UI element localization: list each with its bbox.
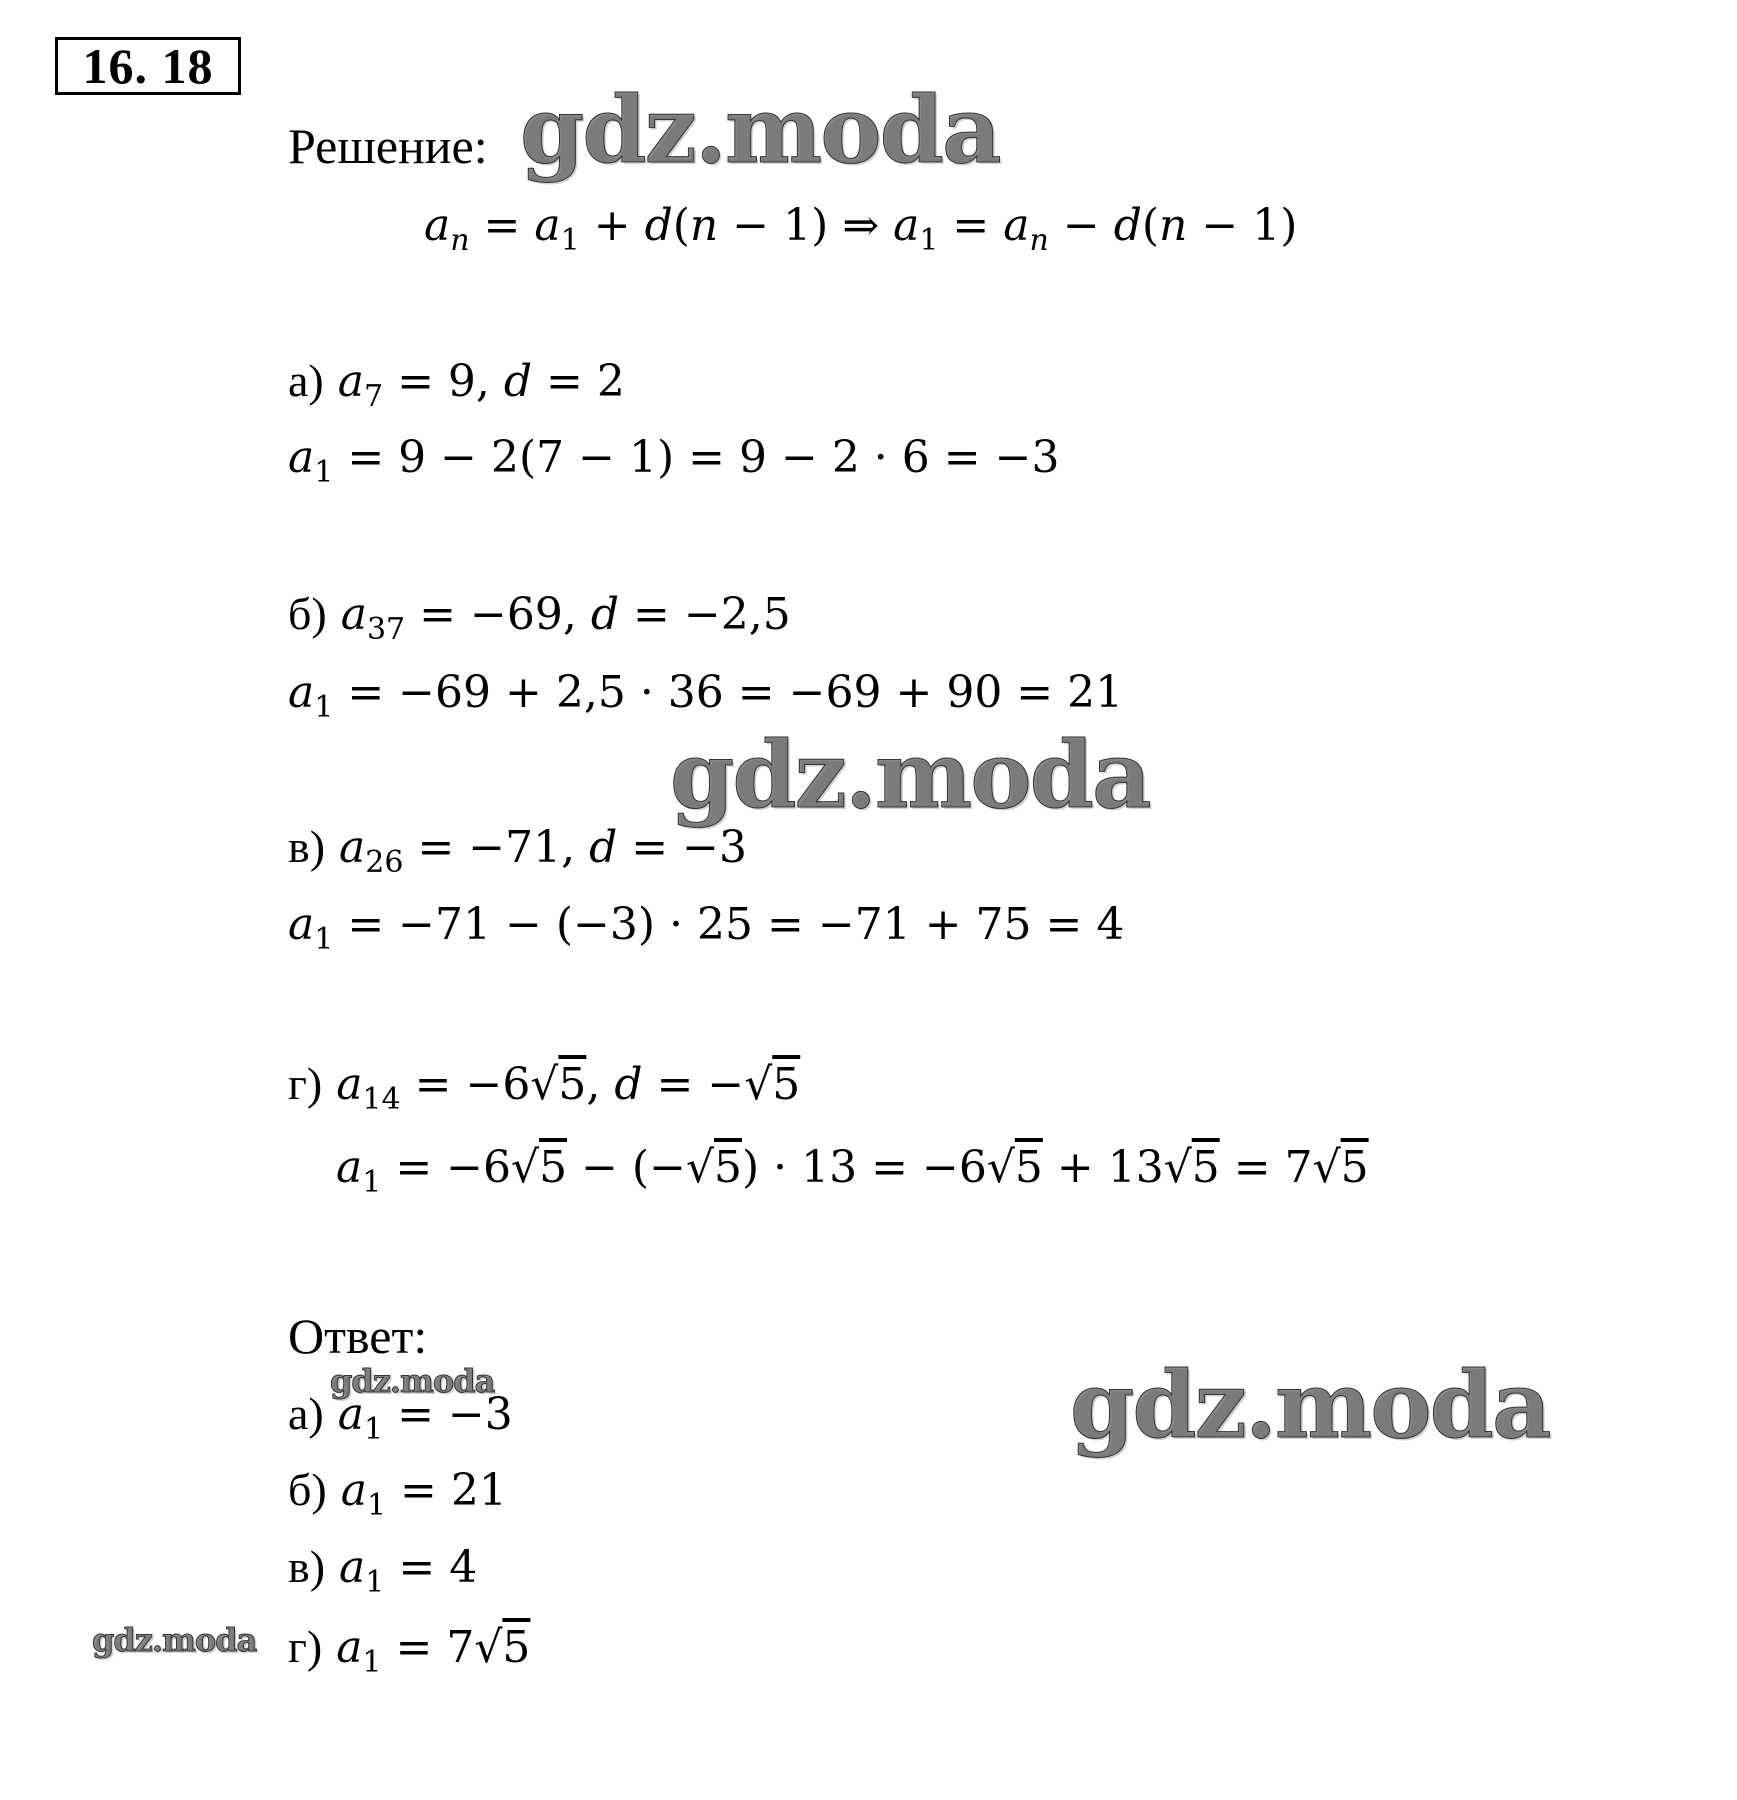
problem-number: 16. 18	[55, 37, 241, 95]
part-b-given: б) $a_{37} = -69$, d = −2,5	[288, 588, 791, 647]
part-b-calc: $a_1 = -69 + 2,5 \cdot 36 = -69 + 90 = 21$	[288, 667, 1124, 725]
part-d-calc: $a_1 = -6√5 - (-√5) \cdot 13 = -6√5 + 13√5 = 7√5$	[336, 1142, 1369, 1200]
main-formula: $a_n = a_1 + d(n - 1)$ ⇒ $a_1 = a_n - d(n - 1)$	[424, 200, 1298, 258]
watermark: gdz.moda	[670, 721, 1150, 829]
part-d-given: г) $a_{14} = -6√5$, d = −√5	[288, 1058, 801, 1117]
answer-label: Ответ:	[288, 1308, 428, 1364]
watermark: gdz.moda	[1070, 1351, 1550, 1459]
part-c-calc: $a_1 = -71 - (-3) \cdot 25 = -71 + 75 = 4$	[288, 899, 1125, 957]
solution-label: Решение:	[288, 118, 488, 174]
answer-a: а) $a_1 = -3$	[288, 1388, 513, 1447]
answer-b: б) $a_1 = 21$	[288, 1464, 507, 1523]
answer-c: в) $a_1 = 4$	[288, 1541, 478, 1600]
answer-d: г) $a_1 = 7√5$	[288, 1621, 531, 1680]
watermark: gdz.moda	[520, 76, 1000, 184]
part-a-given: а) $a_7 = 9$, d = 2	[288, 355, 625, 414]
watermark: gdz.moda	[330, 1362, 495, 1400]
watermark: gdz.moda	[92, 1621, 257, 1659]
part-c-given: в) $a_{26} = -71$, d = −3	[288, 821, 748, 880]
part-a-calc: $a_1 = 9 - 2(7 - 1) = 9 - 2 \cdot 6 = -3$	[288, 432, 1060, 490]
